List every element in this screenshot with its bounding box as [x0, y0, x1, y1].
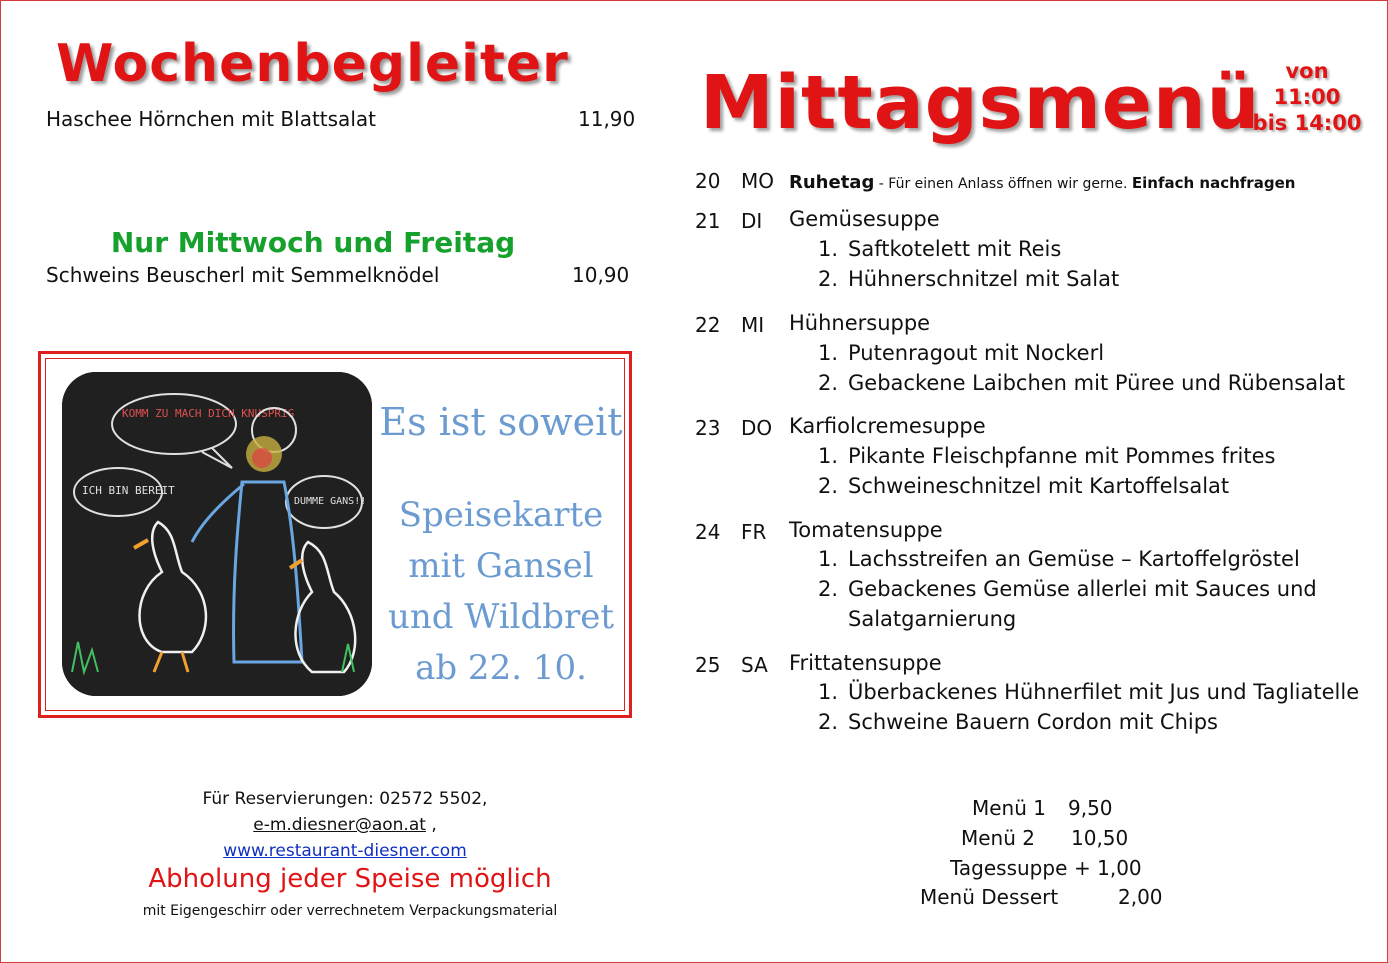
- website-line: [0, 841, 690, 861]
- soup: Gemüsesuppe: [789, 207, 940, 231]
- mittagsmenu-title: Mittagsmenü: [700, 60, 1261, 146]
- option-1: Putenragout mit Nockerl: [848, 341, 1105, 365]
- option-2: Gebackenes Gemüse allerlei mit Sauces und: [848, 577, 1317, 601]
- option-number: 2.: [818, 710, 839, 734]
- day-num: 21: [695, 209, 721, 233]
- day-abbr: FR: [741, 520, 767, 544]
- day-abbr: DI: [741, 209, 763, 233]
- promo-line-1: Speisekarte: [398, 495, 604, 535]
- time-from: 11:00: [1273, 85, 1341, 109]
- option-number: 1.: [818, 237, 839, 261]
- soup: Frittatensuppe: [789, 651, 942, 675]
- soup: Tomatensuppe: [789, 518, 943, 542]
- dish1-name: Haschee Hörnchen mit Blattsalat: [46, 107, 376, 131]
- promo-headline: Es ist soweit: [379, 400, 623, 444]
- chalk-text-2: ICH BIN BEREIT: [82, 484, 175, 497]
- website-link[interactable]: www.restaurant-diesner.com: [223, 841, 467, 861]
- wochenbegleiter-title: Wochenbegleiter: [56, 34, 569, 94]
- dish2-price: 10,90: [572, 263, 630, 287]
- day-num: 24: [695, 520, 721, 544]
- time-from-label: von: [1285, 59, 1329, 83]
- option-1: Lachsstreifen an Gemüse – Kartoffelgröstel: [848, 547, 1300, 571]
- rest-note: Für einen Anlass öffnen wir gerne.: [888, 176, 1132, 192]
- rest-label: Ruhetag: [789, 172, 875, 193]
- option-number: 2.: [818, 577, 839, 601]
- option-number: 2.: [818, 267, 839, 291]
- reservation-phone: Für Reservierungen: 02572 5502,: [202, 789, 488, 809]
- email-suffix: ,: [425, 815, 437, 835]
- reservation-email-line: [0, 815, 690, 835]
- chalkboard-image: [62, 372, 372, 696]
- dish1-price: 11,90: [578, 107, 636, 131]
- day-abbr: MI: [741, 313, 765, 337]
- rest-sep: -: [874, 176, 889, 192]
- day-abbr: MO: [741, 169, 774, 193]
- promo-line-4: ab 22. 10.: [415, 648, 587, 688]
- rest-cta: Einfach nachfragen: [1131, 174, 1296, 192]
- email-link[interactable]: e-m.diesner@aon.at: [253, 815, 426, 835]
- promo-line-2: mit Gansel: [408, 546, 594, 586]
- dish2-name: Schweins Beuscherl mit Semmelknödel: [46, 263, 440, 287]
- pickup-note: mit Eigengeschirr oder verrechnetem Verpackungsmaterial: [142, 903, 558, 919]
- option-2-continued: Salatgarnierung: [848, 607, 1017, 631]
- price-label: Menü 2: [961, 826, 1035, 850]
- option-1: Pikante Fleischpfanne mit Pommes frites: [848, 444, 1276, 468]
- option-2: Hühnerschnitzel mit Salat: [848, 267, 1120, 291]
- promo-text: [378, 398, 624, 694]
- soup: Karfiolcremesuppe: [789, 414, 986, 438]
- price-label: Menü Dessert: [920, 885, 1059, 909]
- chalkboard-drawing: [62, 372, 372, 696]
- option-number: 1.: [818, 444, 839, 468]
- rest-day-line: [789, 172, 1295, 193]
- special-days-title: Nur Mittwoch und Freitag: [110, 226, 516, 259]
- option-1: Saftkotelett mit Reis: [848, 237, 1062, 261]
- option-2: Gebackene Laibchen mit Püree und Rübensalat: [848, 371, 1346, 395]
- day-abbr: SA: [741, 653, 768, 677]
- price-value: 10,50: [1071, 826, 1129, 850]
- option-2: Schweine Bauern Cordon mit Chips: [848, 710, 1218, 734]
- price-value: + 1,00: [1074, 856, 1142, 880]
- option-2: Schweineschnitzel mit Kartoffelsalat: [848, 474, 1230, 498]
- day-num: 25: [695, 653, 721, 677]
- promo-line-3: und Wildbret: [387, 597, 615, 637]
- chalk-text-1: KOMM ZU MACH DICH KNUSPRIG: [122, 407, 295, 420]
- opening-hours: [1244, 58, 1370, 136]
- option-number: 2.: [818, 371, 839, 395]
- day-abbr: DO: [741, 416, 773, 440]
- time-to: bis 14:00: [1252, 111, 1362, 135]
- price-label: Tagessuppe: [950, 856, 1068, 880]
- day-num: 20: [695, 169, 721, 193]
- option-number: 1.: [818, 341, 839, 365]
- option-1: Überbackenes Hühnerfilet mit Jus und Tagliatelle: [848, 680, 1360, 704]
- option-number: 1.: [818, 547, 839, 571]
- chalk-text-3: DUMME GANS!!: [294, 496, 367, 507]
- option-number: 1.: [818, 680, 839, 704]
- price-value: 9,50: [1068, 796, 1113, 820]
- day-num: 23: [695, 416, 721, 440]
- option-number: 2.: [818, 474, 839, 498]
- pickup-title: Abholung jeder Speise möglich: [148, 864, 552, 894]
- soup: Hühnersuppe: [789, 311, 931, 335]
- day-num: 22: [695, 313, 721, 337]
- price-value: 2,00: [1118, 885, 1163, 909]
- price-label: Menü 1: [972, 796, 1046, 820]
